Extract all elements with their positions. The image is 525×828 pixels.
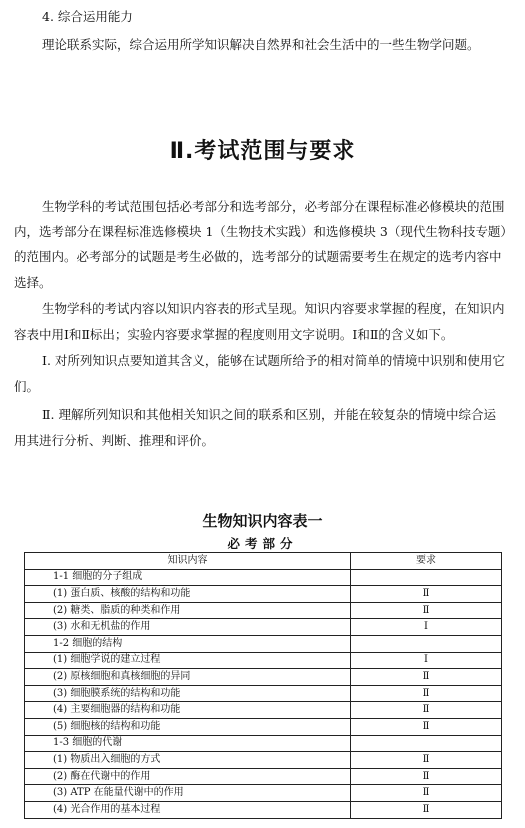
table-row bbox=[25, 718, 502, 735]
table-row bbox=[25, 635, 502, 652]
para1-line2: 内，选考部分在课程标准选修模块 1（生物技术实践）和选修模块 3（现代生物科技专题） bbox=[14, 224, 513, 239]
row-requirement: Ⅱ bbox=[351, 752, 502, 769]
table-title: 生物知识内容表一 bbox=[202, 512, 323, 530]
row-content: (1) 物质出入细胞的方式 bbox=[25, 752, 351, 769]
row-requirement: Ⅱ bbox=[351, 702, 502, 719]
row-requirement bbox=[351, 635, 502, 652]
row-requirement: Ⅱ bbox=[351, 801, 502, 818]
table-row bbox=[25, 569, 502, 586]
table-row bbox=[25, 602, 502, 619]
para3-line2: 们。 bbox=[14, 379, 40, 394]
para1-line1: 生物学科的考试范围包括必考部分和选考部分，必考部分在课程标准必修模块的范围 bbox=[42, 199, 505, 214]
table-row bbox=[25, 586, 502, 603]
row-content: (3) ATP 在能量代谢中的作用 bbox=[25, 785, 351, 802]
row-content: (1) 细胞学说的建立过程 bbox=[25, 652, 351, 669]
row-requirement: Ⅱ bbox=[351, 718, 502, 735]
row-content: (1) 蛋白质、核酸的结构和功能 bbox=[25, 586, 351, 603]
row-requirement: Ⅱ bbox=[351, 785, 502, 802]
para1-line4: 选择。 bbox=[14, 275, 52, 290]
row-requirement: Ⅰ bbox=[351, 619, 502, 636]
row-requirement: Ⅱ bbox=[351, 768, 502, 785]
table-row bbox=[25, 702, 502, 719]
row-requirement bbox=[351, 569, 502, 586]
row-requirement: Ⅱ bbox=[351, 685, 502, 702]
header-requirement: 要求 bbox=[351, 553, 502, 570]
para3-line1: Ⅰ. 对所列知识点要知道其含义，能够在试题所给予的相对简单的情境中识别和使用它 bbox=[42, 353, 505, 368]
row-content: 1-2 细胞的结构 bbox=[25, 635, 351, 652]
para2-line2: 容表中用Ⅰ和Ⅱ标出；实验内容要求掌握的程度则用文字说明。Ⅰ和Ⅱ的含义如下。 bbox=[14, 327, 454, 342]
row-content: (2) 糖类、脂质的种类和作用 bbox=[25, 602, 351, 619]
row-requirement bbox=[351, 735, 502, 752]
knowledge-table bbox=[24, 552, 502, 819]
table-header-row bbox=[25, 553, 502, 570]
table-subtitle: 必考部分 bbox=[227, 536, 298, 551]
para4-line2: 用其进行分析、判断、推理和评价。 bbox=[14, 433, 215, 448]
table-row bbox=[25, 685, 502, 702]
row-content: 1-3 细胞的代谢 bbox=[25, 735, 351, 752]
table-row bbox=[25, 768, 502, 785]
table-row bbox=[25, 801, 502, 818]
table-row bbox=[25, 652, 502, 669]
para4-line1: Ⅱ. 理解所列知识和其他相关知识之间的联系和区别，并能在较复杂的情境中综合运 bbox=[42, 407, 496, 422]
row-requirement: Ⅱ bbox=[351, 602, 502, 619]
section-title: Ⅱ.考试范围与要求 bbox=[169, 139, 356, 164]
row-content: (4) 光合作用的基本过程 bbox=[25, 801, 351, 818]
row-content: (4) 主要细胞器的结构和功能 bbox=[25, 702, 351, 719]
row-content: (2) 原核细胞和真核细胞的异同 bbox=[25, 669, 351, 686]
row-requirement: Ⅰ bbox=[351, 652, 502, 669]
row-content: (3) 细胞膜系统的结构和功能 bbox=[25, 685, 351, 702]
table-row bbox=[25, 735, 502, 752]
table-row bbox=[25, 785, 502, 802]
row-requirement: Ⅱ bbox=[351, 669, 502, 686]
table-row bbox=[25, 619, 502, 636]
ability-text: 理论联系实际，综合运用所学知识解决自然界和社会生活中的一些生物学问题。 bbox=[42, 37, 480, 52]
row-requirement: Ⅱ bbox=[351, 586, 502, 603]
ability-heading: 4. 综合运用能力 bbox=[42, 9, 133, 24]
row-content: 1-1 细胞的分子组成 bbox=[25, 569, 351, 586]
row-content: (2) 酶在代谢中的作用 bbox=[25, 768, 351, 785]
para2-line1: 生物学科的考试内容以知识内容表的形式呈现。知识内容要求掌握的程度，在知识内 bbox=[42, 301, 505, 316]
header-content: 知识内容 bbox=[25, 553, 351, 570]
table-row bbox=[25, 669, 502, 686]
row-content: (3) 水和无机盐的作用 bbox=[25, 619, 351, 636]
para1-line3: 的范围内。必考部分的试题是考生必做的，选考部分的试题需要考生在规定的选考内容中 bbox=[14, 249, 502, 264]
row-content: (5) 细胞核的结构和功能 bbox=[25, 718, 351, 735]
table-row bbox=[25, 752, 502, 769]
